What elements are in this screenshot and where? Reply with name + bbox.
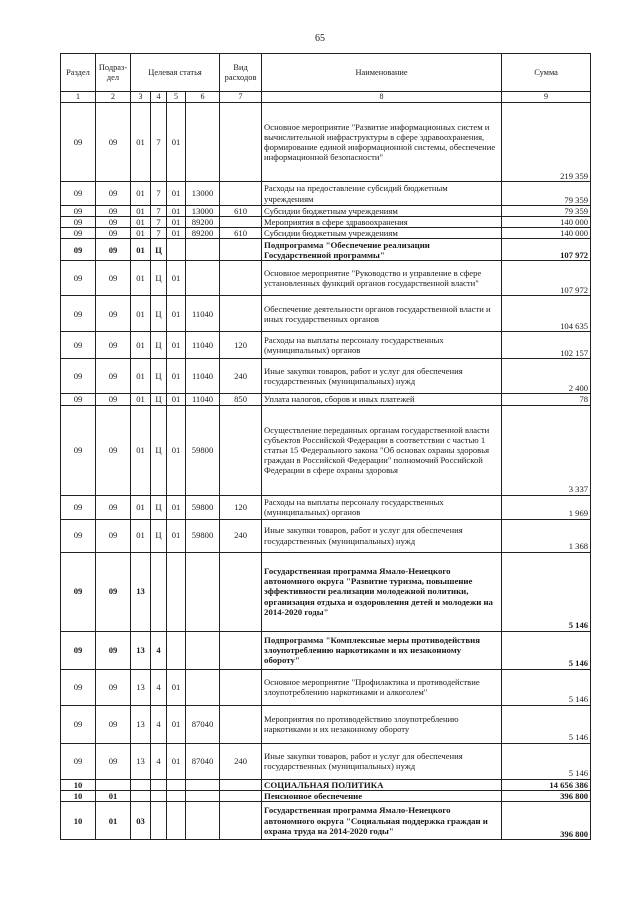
cell-target-4: 87040 xyxy=(186,743,220,779)
column-number: 9 xyxy=(502,92,591,103)
cell-target-3: 01 xyxy=(167,405,186,495)
table-row xyxy=(61,519,591,552)
cell-name: Расходы на выплаты персоналу государственных (муниципальных) органов xyxy=(262,495,502,519)
cell-razdel: 09 xyxy=(61,359,96,394)
cell-vid xyxy=(220,669,262,705)
cell-vid: 120 xyxy=(220,332,262,359)
cell-target-3: 01 xyxy=(167,261,186,296)
cell-podrazdel: 09 xyxy=(96,394,131,405)
cell-name: Основное мероприятие "Развитие информационных систем и вычислительной инфраструктуры в сфере здравоохранения, формирование единой информационной системы, обеспечение информационной безопасности" xyxy=(262,103,502,182)
cell-target-2: 7 xyxy=(151,206,167,217)
header-razdel: Раздел xyxy=(61,54,96,92)
cell-target-2: 4 xyxy=(151,705,167,743)
cell-target-1: 01 xyxy=(131,359,151,394)
cell-target-3: 01 xyxy=(167,103,186,182)
cell-target-2: Ц xyxy=(151,261,167,296)
cell-name: Государственная программа Ямало-Ненецкого автономного округа "Социальная поддержка граждан и охрана труда на 2014-2020 годы" xyxy=(262,802,502,840)
cell-target-4 xyxy=(186,103,220,182)
cell-target-1: 13 xyxy=(131,705,151,743)
column-number: 7 xyxy=(220,92,262,103)
cell-name: Иные закупки товаров, работ и услуг для обеспечения государственных (муниципальных) нужд xyxy=(262,743,502,779)
table-row xyxy=(61,405,591,495)
column-number: 4 xyxy=(151,92,167,103)
cell-target-4 xyxy=(186,779,220,790)
cell-vid: 240 xyxy=(220,743,262,779)
cell-target-1: 13 xyxy=(131,631,151,669)
cell-target-1: 01 xyxy=(131,332,151,359)
cell-name: Расходы на предоставление субсидий бюджетным учреждениям xyxy=(262,182,502,206)
cell-sum: 140 000 xyxy=(502,228,591,239)
cell-target-2 xyxy=(151,802,167,840)
cell-razdel: 10 xyxy=(61,802,96,840)
cell-sum: 396 800 xyxy=(502,790,591,801)
cell-podrazdel: 09 xyxy=(96,495,131,519)
cell-vid xyxy=(220,790,262,801)
cell-sum: 5 146 xyxy=(502,552,591,631)
cell-target-4: 11040 xyxy=(186,296,220,332)
cell-name: Государственная программа Ямало-Ненецкого автономного округа "Развитие туризма, повышение эффективности реализации молодежной политики, организация отдыха и оздоровления детей и молодежи на 2014-2020 годы" xyxy=(262,552,502,631)
cell-target-2: 7 xyxy=(151,217,167,228)
cell-target-3 xyxy=(167,802,186,840)
table-header-row xyxy=(61,54,591,92)
cell-vid xyxy=(220,405,262,495)
cell-target-4: 59800 xyxy=(186,405,220,495)
table-row xyxy=(61,228,591,239)
cell-target-4: 89200 xyxy=(186,228,220,239)
cell-podrazdel: 09 xyxy=(96,359,131,394)
column-number: 6 xyxy=(186,92,220,103)
cell-name: Подпрограмма "Комплексные меры противодействия злоупотреблению наркотиками и их незаконному обороту" xyxy=(262,631,502,669)
cell-podrazdel xyxy=(96,779,131,790)
cell-razdel: 09 xyxy=(61,206,96,217)
cell-target-3: 01 xyxy=(167,206,186,217)
cell-target-3: 01 xyxy=(167,495,186,519)
cell-target-4: 13000 xyxy=(186,206,220,217)
cell-podrazdel: 09 xyxy=(96,519,131,552)
table-row xyxy=(61,103,591,182)
cell-sum: 5 146 xyxy=(502,743,591,779)
column-number: 1 xyxy=(61,92,96,103)
cell-target-1: 01 xyxy=(131,239,151,261)
cell-target-3: 01 xyxy=(167,296,186,332)
cell-target-1 xyxy=(131,790,151,801)
cell-razdel: 09 xyxy=(61,228,96,239)
header-celevaya: Целевая статья xyxy=(131,54,220,92)
table-row xyxy=(61,552,591,631)
cell-target-3: 01 xyxy=(167,669,186,705)
cell-sum: 107 972 xyxy=(502,261,591,296)
header-vid: Вид расходов xyxy=(220,54,262,92)
cell-target-3: 01 xyxy=(167,182,186,206)
table-row xyxy=(61,394,591,405)
cell-vid xyxy=(220,552,262,631)
cell-podrazdel: 01 xyxy=(96,790,131,801)
cell-vid: 240 xyxy=(220,359,262,394)
cell-vid xyxy=(220,705,262,743)
table-row xyxy=(61,743,591,779)
cell-sum: 107 972 xyxy=(502,239,591,261)
cell-target-4 xyxy=(186,790,220,801)
cell-target-2: Ц xyxy=(151,405,167,495)
cell-podrazdel: 09 xyxy=(96,103,131,182)
cell-target-3 xyxy=(167,552,186,631)
cell-sum: 104 635 xyxy=(502,296,591,332)
column-number: 8 xyxy=(262,92,502,103)
cell-target-1: 01 xyxy=(131,182,151,206)
cell-target-3 xyxy=(167,239,186,261)
cell-name: Мероприятия в сфере здравоохранения xyxy=(262,217,502,228)
cell-razdel: 09 xyxy=(61,495,96,519)
cell-target-1: 13 xyxy=(131,743,151,779)
column-number: 3 xyxy=(131,92,151,103)
cell-sum: 140 000 xyxy=(502,217,591,228)
cell-target-2: 7 xyxy=(151,103,167,182)
cell-name: СОЦИАЛЬНАЯ ПОЛИТИКА xyxy=(262,779,502,790)
cell-razdel: 09 xyxy=(61,103,96,182)
cell-podrazdel: 09 xyxy=(96,206,131,217)
cell-target-1: 01 xyxy=(131,261,151,296)
cell-vid xyxy=(220,103,262,182)
cell-razdel: 09 xyxy=(61,705,96,743)
cell-sum: 102 157 xyxy=(502,332,591,359)
cell-razdel: 10 xyxy=(61,790,96,801)
cell-vid xyxy=(220,779,262,790)
cell-razdel: 10 xyxy=(61,779,96,790)
cell-podrazdel: 09 xyxy=(96,296,131,332)
table-row xyxy=(61,261,591,296)
cell-vid: 120 xyxy=(220,495,262,519)
table-row xyxy=(61,359,591,394)
cell-target-4: 87040 xyxy=(186,705,220,743)
cell-name: Мероприятия по противодействию злоупотреблению наркотиками и их незаконному обороту xyxy=(262,705,502,743)
cell-sum: 5 146 xyxy=(502,705,591,743)
cell-razdel: 09 xyxy=(61,261,96,296)
cell-razdel: 09 xyxy=(61,669,96,705)
cell-name: Субсидии бюджетным учреждениям xyxy=(262,206,502,217)
cell-target-4 xyxy=(186,552,220,631)
cell-vid: 240 xyxy=(220,519,262,552)
cell-podrazdel: 09 xyxy=(96,261,131,296)
header-podrazdel: Подраз-дел xyxy=(96,54,131,92)
cell-podrazdel: 09 xyxy=(96,631,131,669)
table-row xyxy=(61,332,591,359)
cell-vid xyxy=(220,802,262,840)
cell-name: Уплата налогов, сборов и иных платежей xyxy=(262,394,502,405)
cell-target-2: Ц xyxy=(151,359,167,394)
table-row xyxy=(61,790,591,801)
cell-target-1: 01 xyxy=(131,495,151,519)
cell-sum: 1 368 xyxy=(502,519,591,552)
cell-target-3: 01 xyxy=(167,743,186,779)
cell-target-4: 11040 xyxy=(186,332,220,359)
cell-vid: 850 xyxy=(220,394,262,405)
cell-target-4 xyxy=(186,802,220,840)
cell-target-2 xyxy=(151,552,167,631)
cell-podrazdel: 09 xyxy=(96,217,131,228)
cell-target-1: 01 xyxy=(131,228,151,239)
cell-target-1: 13 xyxy=(131,669,151,705)
cell-target-2: Ц xyxy=(151,519,167,552)
cell-podrazdel: 09 xyxy=(96,705,131,743)
cell-sum: 1 969 xyxy=(502,495,591,519)
cell-name: Осуществление переданных органам государственной власти субъектов Российской Федерации в соответствии с частью 1 статьи 15 Федерального закона "Об основах охраны здоровья граждан в Российской Федерации" полномочий Российской Федерации в сфере охраны здоровья xyxy=(262,405,502,495)
cell-target-1: 01 xyxy=(131,405,151,495)
cell-name: Субсидии бюджетным учреждениям xyxy=(262,228,502,239)
cell-target-1: 01 xyxy=(131,206,151,217)
cell-target-3: 01 xyxy=(167,519,186,552)
cell-target-2: Ц xyxy=(151,239,167,261)
table-row xyxy=(61,182,591,206)
cell-target-2: Ц xyxy=(151,296,167,332)
cell-target-1: 03 xyxy=(131,802,151,840)
cell-podrazdel: 09 xyxy=(96,743,131,779)
cell-vid: 610 xyxy=(220,206,262,217)
cell-podrazdel: 01 xyxy=(96,802,131,840)
cell-target-2: Ц xyxy=(151,332,167,359)
cell-razdel: 09 xyxy=(61,182,96,206)
cell-razdel: 09 xyxy=(61,239,96,261)
cell-name: Основное мероприятие "Руководство и управление в сфере установленных функций органов государственной власти" xyxy=(262,261,502,296)
page-number: 65 xyxy=(315,33,325,44)
cell-podrazdel: 09 xyxy=(96,239,131,261)
cell-razdel: 09 xyxy=(61,217,96,228)
cell-name: Обеспечение деятельности органов государственной власти и иных государственных органов xyxy=(262,296,502,332)
cell-target-3: 01 xyxy=(167,394,186,405)
cell-vid: 610 xyxy=(220,228,262,239)
cell-target-4 xyxy=(186,239,220,261)
cell-sum: 79 359 xyxy=(502,206,591,217)
cell-target-4: 59800 xyxy=(186,495,220,519)
cell-podrazdel: 09 xyxy=(96,405,131,495)
table-row xyxy=(61,779,591,790)
cell-target-3 xyxy=(167,631,186,669)
cell-name: Расходы на выплаты персоналу государственных (муниципальных) органов xyxy=(262,332,502,359)
cell-name: Иные закупки товаров, работ и услуг для обеспечения государственных (муниципальных) нужд xyxy=(262,359,502,394)
cell-target-4 xyxy=(186,631,220,669)
cell-target-2: 4 xyxy=(151,669,167,705)
cell-sum: 396 800 xyxy=(502,802,591,840)
cell-name: Подпрограмма "Обеспечение реализации Государственной программы" xyxy=(262,239,502,261)
column-number-row xyxy=(61,92,591,103)
cell-sum: 5 146 xyxy=(502,669,591,705)
cell-sum: 14 656 386 xyxy=(502,779,591,790)
cell-sum: 5 146 xyxy=(502,631,591,669)
cell-target-1 xyxy=(131,779,151,790)
cell-name: Основное мероприятие "Профилактика и противодействие злоупотреблению наркотиками и алкоголем" xyxy=(262,669,502,705)
cell-target-2: 4 xyxy=(151,631,167,669)
table-row xyxy=(61,705,591,743)
table-row xyxy=(61,206,591,217)
cell-target-2: 7 xyxy=(151,182,167,206)
cell-target-2 xyxy=(151,790,167,801)
cell-vid xyxy=(220,182,262,206)
table-row xyxy=(61,217,591,228)
cell-podrazdel: 09 xyxy=(96,332,131,359)
cell-target-2: 4 xyxy=(151,743,167,779)
budget-table xyxy=(60,53,591,840)
cell-target-1: 01 xyxy=(131,519,151,552)
table-row xyxy=(61,296,591,332)
cell-razdel: 09 xyxy=(61,631,96,669)
cell-sum: 219 359 xyxy=(502,103,591,182)
cell-target-1: 01 xyxy=(131,103,151,182)
header-summa: Сумма xyxy=(502,54,591,92)
cell-sum: 2 400 xyxy=(502,359,591,394)
cell-razdel: 09 xyxy=(61,296,96,332)
table-row xyxy=(61,495,591,519)
cell-target-2: 7 xyxy=(151,228,167,239)
cell-vid xyxy=(220,239,262,261)
cell-target-4 xyxy=(186,261,220,296)
cell-target-2 xyxy=(151,779,167,790)
header-naim: Наименование xyxy=(262,54,502,92)
cell-target-3: 01 xyxy=(167,359,186,394)
table-row xyxy=(61,802,591,840)
cell-sum: 79 359 xyxy=(502,182,591,206)
cell-target-4: 89200 xyxy=(186,217,220,228)
cell-target-4: 11040 xyxy=(186,394,220,405)
cell-target-4: 59800 xyxy=(186,519,220,552)
cell-target-2: Ц xyxy=(151,394,167,405)
table-row xyxy=(61,631,591,669)
cell-podrazdel: 09 xyxy=(96,228,131,239)
cell-vid xyxy=(220,217,262,228)
cell-razdel: 09 xyxy=(61,405,96,495)
column-number: 5 xyxy=(167,92,186,103)
cell-razdel: 09 xyxy=(61,332,96,359)
table-body xyxy=(61,103,591,840)
cell-podrazdel: 09 xyxy=(96,552,131,631)
cell-target-3: 01 xyxy=(167,217,186,228)
cell-sum: 3 337 xyxy=(502,405,591,495)
cell-target-1: 01 xyxy=(131,394,151,405)
table-row xyxy=(61,239,591,261)
cell-vid xyxy=(220,631,262,669)
cell-target-1: 13 xyxy=(131,552,151,631)
cell-razdel: 09 xyxy=(61,394,96,405)
cell-target-4 xyxy=(186,669,220,705)
cell-target-3: 01 xyxy=(167,228,186,239)
cell-target-3: 01 xyxy=(167,332,186,359)
cell-name: Пенсионное обеспечение xyxy=(262,790,502,801)
cell-vid xyxy=(220,261,262,296)
cell-razdel: 09 xyxy=(61,552,96,631)
cell-razdel: 09 xyxy=(61,519,96,552)
cell-vid xyxy=(220,296,262,332)
cell-name: Иные закупки товаров, работ и услуг для обеспечения государственных (муниципальных) нужд xyxy=(262,519,502,552)
cell-target-4: 13000 xyxy=(186,182,220,206)
cell-sum: 78 xyxy=(502,394,591,405)
cell-target-3: 01 xyxy=(167,705,186,743)
cell-target-1: 01 xyxy=(131,296,151,332)
table-row xyxy=(61,669,591,705)
cell-target-4: 11040 xyxy=(186,359,220,394)
cell-target-3 xyxy=(167,779,186,790)
cell-target-1: 01 xyxy=(131,217,151,228)
cell-target-3 xyxy=(167,790,186,801)
cell-podrazdel: 09 xyxy=(96,182,131,206)
cell-podrazdel: 09 xyxy=(96,669,131,705)
cell-razdel: 09 xyxy=(61,743,96,779)
cell-target-2: Ц xyxy=(151,495,167,519)
column-number: 2 xyxy=(96,92,131,103)
